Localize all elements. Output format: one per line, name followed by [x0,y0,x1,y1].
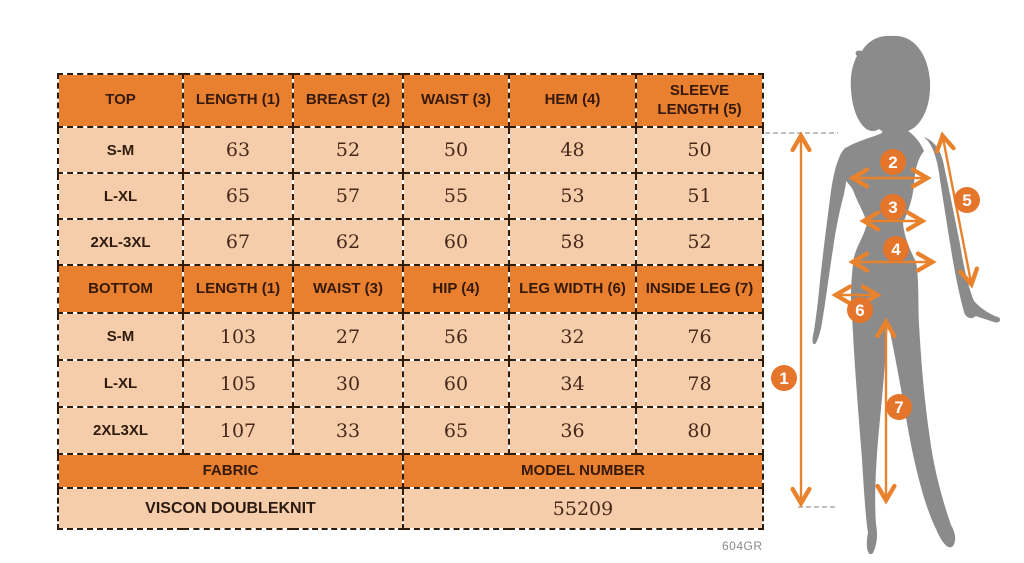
measurement-cell: 32 [509,313,636,360]
measurement-cell: 65 [403,407,509,454]
measurement-cell: 63 [183,127,293,173]
svg-text:7: 7 [894,398,904,417]
table-row [58,219,763,265]
header-cell-waist: WAIST (3) [403,74,509,127]
measurement-cell: 50 [636,127,763,173]
size-label-cell: L-XL [58,173,183,219]
model-number-cell: 55209 [403,488,763,529]
size-label-cell: L-XL [58,360,183,407]
measurement-cell: 51 [636,173,763,219]
measurement-cell: 62 [293,219,403,265]
header-cell-hem: HEM (4) [509,74,636,127]
marker-6 [847,297,873,323]
measurement-cell: 27 [293,313,403,360]
svg-text:1: 1 [779,369,789,388]
measurement-cell: 36 [509,407,636,454]
measurement-cell: 67 [183,219,293,265]
fabric-value-row [58,488,763,529]
measurement-figure [760,25,1024,563]
header-cell-fabric: FABRIC [58,454,403,488]
measurement-cell: 105 [183,360,293,407]
top-section-header-row [58,74,763,127]
header-cell-hip: HIP (4) [403,265,509,313]
size-label-cell: S-M [58,127,183,173]
measurement-cell: 103 [183,313,293,360]
fabric-header-row [58,454,763,488]
measurement-cell: 107 [183,407,293,454]
measurement-cell: 30 [293,360,403,407]
marker-5 [954,187,980,213]
svg-text:5: 5 [962,191,972,210]
woman-silhouette-diagram [760,25,1024,563]
svg-text:3: 3 [888,198,898,217]
measurement-cell: 48 [509,127,636,173]
product-code: 604GR [722,539,763,553]
header-cell-top: TOP [58,74,183,127]
fabric-value-cell: VISCON DOUBLEKNIT [58,488,403,529]
measurement-cell: 57 [293,173,403,219]
measurement-cell: 60 [403,360,509,407]
measurement-cell: 76 [636,313,763,360]
table-row [58,173,763,219]
table-row [58,127,763,173]
header-cell-inside-leg: INSIDE LEG (7) [636,265,763,313]
measurement-cell: 55 [403,173,509,219]
measurement-cell: 80 [636,407,763,454]
measurement-cell: 50 [403,127,509,173]
measurement-cell: 53 [509,173,636,219]
measurement-cell: 33 [293,407,403,454]
table-row [58,360,763,407]
size-label-cell: S-M [58,313,183,360]
marker-1 [771,365,797,391]
measurement-cell: 60 [403,219,509,265]
header-cell-leg-width: LEG WIDTH (6) [509,265,636,313]
measurement-cell: 34 [509,360,636,407]
size-chart-table [57,73,764,530]
measurement-cell: 65 [183,173,293,219]
svg-text:2: 2 [888,153,898,172]
marker-4 [883,236,909,262]
size-label-cell: 2XL3XL [58,407,183,454]
marker-3 [880,194,906,220]
measurement-cell: 78 [636,360,763,407]
table-row [58,313,763,360]
marker-2 [880,149,906,175]
svg-text:6: 6 [855,301,865,320]
header-cell-length: LENGTH (1) [183,74,293,127]
measurement-cell: 56 [403,313,509,360]
header-cell-length: LENGTH (1) [183,265,293,313]
header-cell-sleeve-length: SLEEVE LENGTH (5) [636,74,763,127]
measurement-cell: 52 [636,219,763,265]
header-cell-model-number: MODEL NUMBER [403,454,763,488]
svg-text:4: 4 [891,240,901,259]
header-cell-breast: BREAST (2) [293,74,403,127]
bottom-section-header-row [58,265,763,313]
header-cell-waist: WAIST (3) [293,265,403,313]
measurement-cell: 52 [293,127,403,173]
table-row [58,407,763,454]
header-cell-bottom: BOTTOM [58,265,183,313]
marker-7 [886,394,912,420]
measurement-cell: 58 [509,219,636,265]
size-label-cell: 2XL-3XL [58,219,183,265]
